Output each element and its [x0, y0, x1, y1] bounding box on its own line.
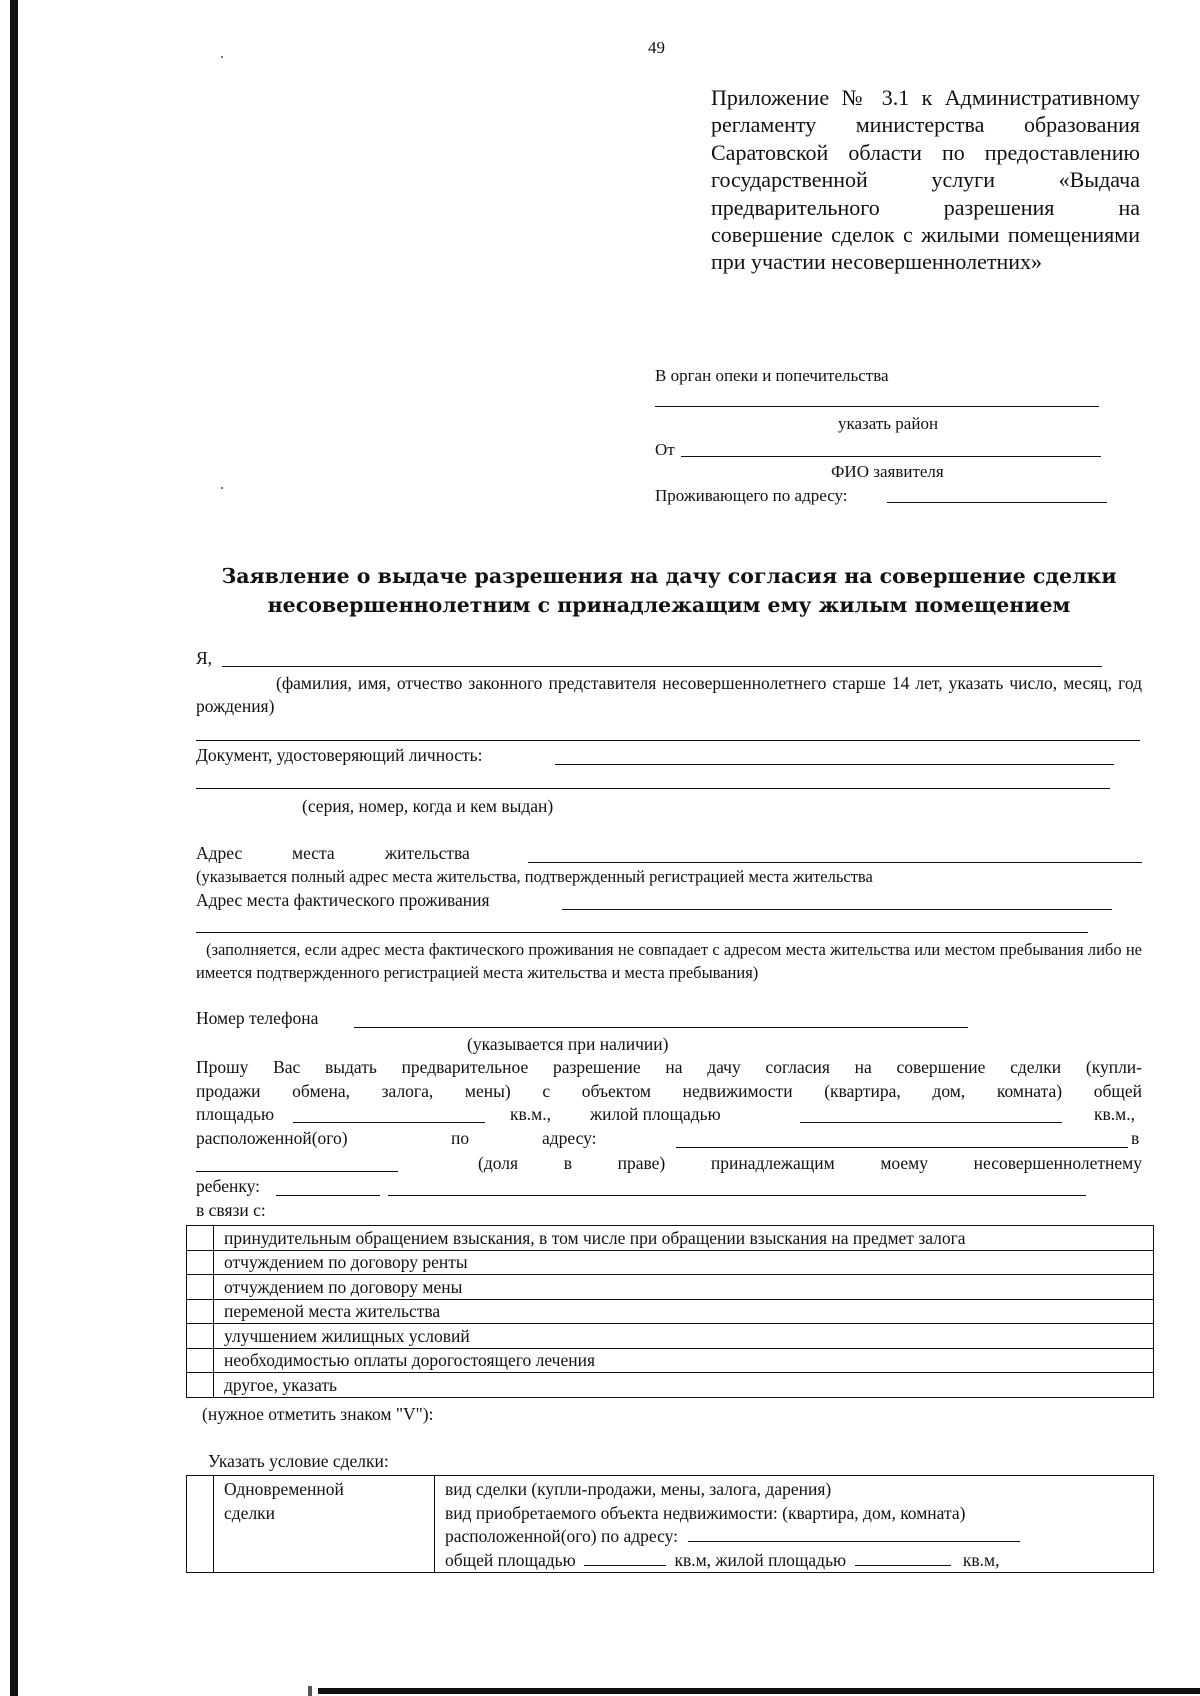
scan-left-edge: [10, 0, 18, 1696]
page-number: 49: [648, 38, 665, 57]
acquired-address-line[interactable]: [688, 1525, 1020, 1542]
living-area-label: жилой площадью: [590, 1104, 721, 1124]
acquired-living-area-label: кв.м, жилой площадью: [674, 1549, 847, 1570]
reason-text: отчуждением по договору мены: [214, 1275, 1154, 1300]
deal-type-line: вид сделки (купли-продажи, мены, залога, дарения): [445, 1479, 832, 1499]
living-area-line[interactable]: [800, 1122, 1062, 1123]
actual-address-line[interactable]: [562, 909, 1112, 910]
reason-row: [187, 1373, 1154, 1398]
reason-intro: в связи с:: [196, 1200, 266, 1220]
address-word-2: места: [292, 843, 335, 863]
actual-address-hint: (заполняется, если адрес места фактического проживания не совпадает с адресом места жительства или местом пребывания либо не имеется подтвержденного регистрацией места жительства и места пребывания): [196, 940, 1142, 982]
reason-checkbox[interactable]: [187, 1275, 214, 1300]
from-line[interactable]: [681, 456, 1101, 457]
total-area-label: площадью: [196, 1104, 275, 1124]
phone-line[interactable]: [354, 1027, 968, 1028]
reason-checkbox[interactable]: [187, 1299, 214, 1324]
ya-label: Я,: [196, 648, 213, 668]
applicant-fio-hint: ФИО заявителя: [831, 462, 944, 481]
title-line-1: Заявление о выдаче разрешения на дачу согласия на совершение сделки: [221, 564, 1117, 588]
located-word-1: расположенной(ого): [196, 1128, 348, 1148]
reason-text: принудительным обращением взыскания, в том числе при обращении взыскания на предмет залога: [214, 1226, 1154, 1251]
district-hint: указать район: [838, 414, 939, 433]
reason-checkbox[interactable]: [187, 1324, 214, 1349]
reason-checkbox[interactable]: [187, 1250, 214, 1275]
reason-checkbox[interactable]: [187, 1348, 214, 1373]
id-document-line[interactable]: [555, 764, 1114, 765]
located-end: в: [1131, 1128, 1140, 1148]
title-line-2: несовершеннолетним с принадлежащим ему жилым помещением: [267, 593, 1071, 617]
reason-row: [187, 1348, 1154, 1373]
district-line[interactable]: [655, 406, 1099, 407]
reason-row: [187, 1226, 1154, 1251]
reason-text: улучшением жилищных условий: [214, 1324, 1154, 1349]
request-line-1: Прошу Вас выдать предварительное разрешение на дачу согласия на совершение сделки (купли-: [196, 1057, 1142, 1077]
residing-label: Проживающего по адресу:: [655, 486, 848, 505]
appendix-header: Приложение № 3.1 к Административному регламенту министерства образования Саратовской области по предоставлению государственной услуги «Выдача предварительного разрешения на совершение сделок с жилыми помещениями при участии несовершеннолетних»: [711, 85, 1140, 275]
acquired-address-label: расположенной(ого) по адресу:: [445, 1526, 678, 1546]
deal-details-cell: [435, 1476, 1154, 1573]
from-label: От: [655, 440, 675, 459]
child-label: ребенку:: [196, 1176, 260, 1196]
reason-row: [187, 1324, 1154, 1349]
located-word-3: адресу:: [542, 1128, 597, 1148]
deal-terms-label: Указать условие сделки:: [208, 1451, 389, 1471]
id-document-label: Документ, удостоверяющий личность:: [196, 745, 483, 765]
residing-line[interactable]: [887, 502, 1107, 503]
actual-address-line-2[interactable]: [196, 932, 1088, 933]
acquired-area-row: [445, 1549, 1145, 1573]
scan-bottom-edge: [318, 1688, 1200, 1694]
mark-hint: (нужное отметить знаком "V"):: [202, 1404, 434, 1424]
phone-label: Номер телефона: [196, 1008, 319, 1028]
reason-checkbox[interactable]: [187, 1373, 214, 1398]
applicant-name-hint: (фамилия, имя, отчество законного представителя несовершеннолетнего старше 14 лет, указать число, месяц, год рождения): [196, 673, 1142, 716]
document-title: [196, 562, 1142, 620]
acquired-total-area-line[interactable]: [584, 1549, 666, 1566]
simultaneous-deal-cell: [214, 1476, 435, 1573]
scan-speck: [221, 487, 223, 489]
address-word-1: Адрес: [196, 843, 243, 863]
acquired-living-area-line[interactable]: [855, 1549, 951, 1566]
reason-text: отчуждением по договору ренты: [214, 1250, 1154, 1275]
reason-row: [187, 1250, 1154, 1275]
applicant-name-line-2[interactable]: [196, 740, 1140, 741]
share-text: (доля в праве) принадлежащим моему несовершеннолетнему: [478, 1153, 1142, 1173]
acquired-address-row: [445, 1525, 1145, 1549]
child-line-1[interactable]: [276, 1195, 380, 1196]
deal-terms-checkbox[interactable]: [187, 1476, 214, 1573]
reason-text: необходимостью оплаты дорогостоящего лечения: [214, 1348, 1154, 1373]
total-area-line[interactable]: [293, 1122, 485, 1123]
scan-speck: [221, 56, 223, 58]
request-line-2: продажи обмена, залога, мены) с объектом недвижимости (квартира, дом, комната) общей: [196, 1081, 1142, 1101]
located-word-2: по: [451, 1128, 470, 1148]
reason-checkbox[interactable]: [187, 1226, 214, 1251]
child-line-2[interactable]: [388, 1195, 1086, 1196]
deal-terms-row: [187, 1476, 1154, 1573]
id-document-hint: (серия, номер, когда и кем выдан): [302, 796, 554, 816]
phone-hint: (указывается при наличии): [467, 1034, 669, 1054]
living-area-unit: кв.м.,: [1094, 1104, 1135, 1124]
actual-address-label: Адрес места фактического проживания: [196, 890, 490, 910]
reason-text: переменой места жительства: [214, 1299, 1154, 1324]
applicant-name-line[interactable]: [222, 666, 1102, 667]
address-word-3: жительства: [385, 843, 470, 863]
organ-label: В орган опеки и попечительства: [655, 366, 889, 385]
acquired-living-area-unit: кв.м,: [962, 1549, 1000, 1570]
simultaneous-deal-line-1: Одновременной: [224, 1479, 344, 1499]
acquired-total-area-label: общей площадью: [445, 1549, 576, 1570]
total-area-unit: кв.м.,: [510, 1104, 551, 1124]
reason-row: [187, 1299, 1154, 1324]
reasons-table: [186, 1225, 1154, 1398]
residence-address-hint: (указывается полный адрес места жительства, подтвержденный регистрацией места жительства: [196, 867, 873, 886]
reason-text: другое, указать: [214, 1373, 1154, 1398]
property-address-line[interactable]: [676, 1147, 1128, 1148]
simultaneous-deal-line-2: сделки: [224, 1502, 276, 1523]
residence-address-line[interactable]: [528, 862, 1142, 863]
reason-row: [187, 1275, 1154, 1300]
deal-terms-table: [186, 1475, 1154, 1573]
share-line[interactable]: [196, 1171, 398, 1172]
id-document-line-2[interactable]: [196, 788, 1110, 789]
scan-bottom-mark: [308, 1686, 312, 1696]
acquired-object-line: вид приобретаемого объекта недвижимости: (квартира, дом, комната): [445, 1502, 966, 1523]
